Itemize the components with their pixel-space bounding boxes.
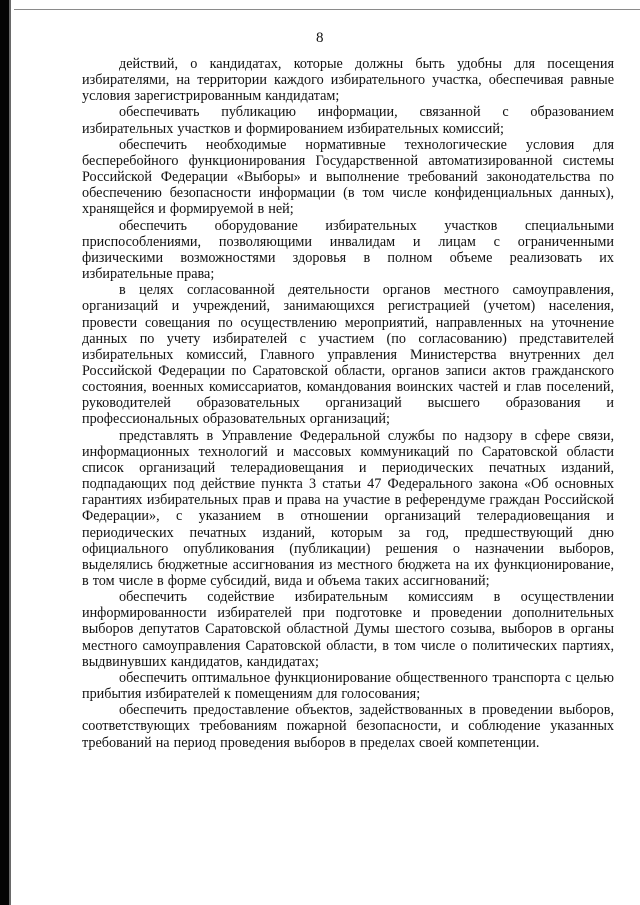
paragraph: обеспечить оборудование избирательных участков специальными приспособлениями, позволяющими инвалидам и лицам с ограниченными физическими возможностями здоровья в полном объеме реализовать их избирательные права; — [82, 217, 614, 283]
paragraph: обеспечить предоставление объектов, задействованных в проведении выборов, соответствующих требованиям пожарной безопасности, и соблюдение указанных требований на период проведения выборов в пределах своей компетенции. — [82, 702, 614, 751]
document-body — [82, 56, 614, 751]
paragraph: обеспечить содействие избирательным комиссиям в осуществлении информированности избирателей при подготовке и проведении дополнительных выборов депутатов Саратовской областной Думы шестого созыва, выборов в органы местного самоуправления Саратовской области, в том числе о политических партиях, выдвинувших кандидатов, кандидатах; — [82, 589, 614, 670]
scan-left-edge-shadow — [9, 0, 11, 905]
paragraph: действий, о кандидатах, которые должны быть удобны для посещения избирателями, на территории каждого избирательного участка, обеспечивая равные условия зарегистрированным кандидатам; — [82, 56, 614, 105]
page-number: 8 — [316, 30, 324, 46]
scan-top-line — [14, 9, 640, 10]
paragraph: обеспечивать публикацию информации, связанной с образованием избирательных участков и формированием избирательных комиссий; — [82, 104, 614, 137]
paragraph: представлять в Управление Федеральной службы по надзору в сфере связи, информационных технологий и массовых коммуникаций по Саратовской области список организаций телерадиовещания и периодических печатных изданий, подпадающих под действие пункта 3 статьи 47 Федерального закона «Об основных гарантиях избирательных прав и права на участие в референдуме граждан Российской Федерации», с указанием в отношении организаций телерадиовещания и периодических печатных изданий, которым за год, предшествующий дню официального опубликования (публикации) решения о назначении выборов, выделялись бюджетные ассигнования из местного бюджета на их функционирование, в том числе в форме субсидий, вида и объема таких ассигнований; — [82, 427, 614, 589]
paragraph: в целях согласованной деятельности органов местного самоуправления, организаций и учреждений, занимающихся регистрацией (учетом) населения, провести совещания по осуществлению мероприятий, направленных на уточнение данных по учету избирателей с участием (по согласованию) представителей избирательных комиссий, Главного управления Министерства внутренних дел Российской Федерации по Саратовской области, органов записи актов гражданского состояния, военных комиссариатов, командования воинских частей и глав поселений, руководителей образовательных организаций высшего образования и профессиональных образовательных организаций; — [82, 282, 614, 428]
scan-left-edge — [0, 0, 9, 905]
paragraph: обеспечить оптимальное функционирование общественного транспорта с целью прибытия избирателей к помещениям для голосования; — [82, 669, 614, 703]
paragraph: обеспечить необходимые нормативные технологические условия для бесперебойного функционирования Государственной автоматизированной системы Российской Федерации «Выборы» и выполнение требований законодательства по обеспечению безопасности информации (в том числе конфиденциальных данных), хранящейся и формируемой в ней; — [82, 136, 614, 218]
